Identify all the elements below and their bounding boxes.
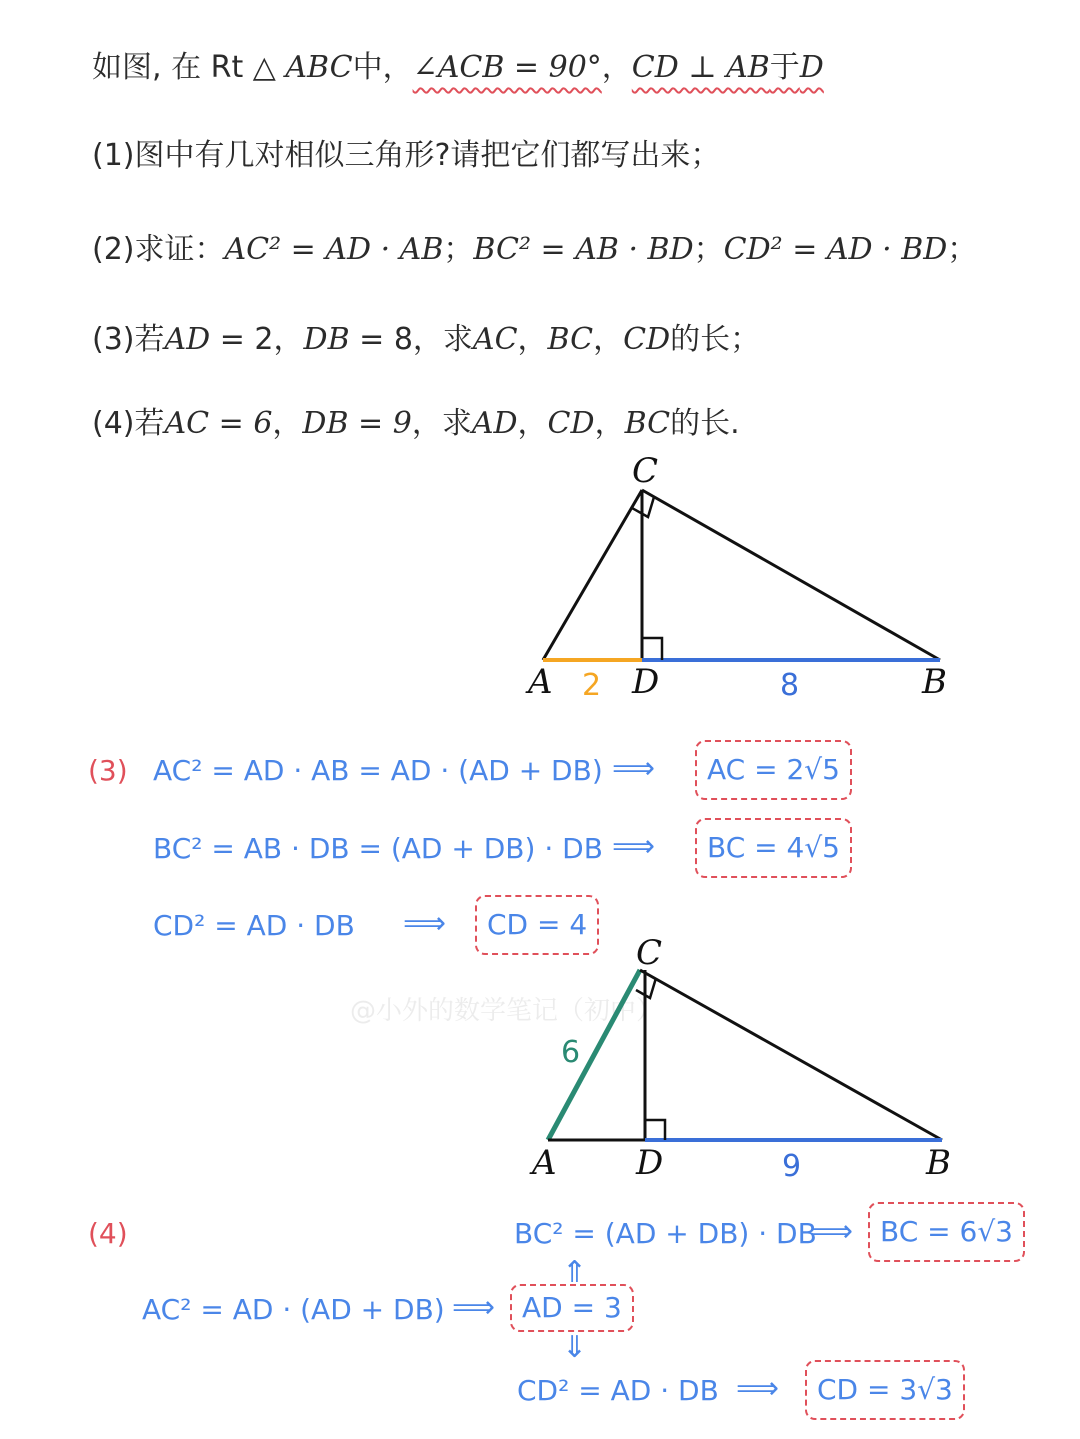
q3-ad-val: = 2， <box>210 322 304 357</box>
intro-yu: 于 <box>769 50 800 85</box>
side-cb <box>642 490 940 660</box>
question-1: (1)图中有几对相似三角形?请把它们都写出来； <box>92 138 721 173</box>
up-arrow: ⇑ <box>562 1255 588 1290</box>
q3-ad: AD <box>164 322 211 357</box>
result-bc-box-4: BC = 6√3 <box>868 1202 1025 1262</box>
intro-perp: CD ⊥ AB <box>631 50 770 85</box>
label-c-2: C <box>636 933 663 973</box>
solution-4-tag: (4) <box>88 1217 128 1250</box>
solution-4-eq-ac: AC² = AD · (AD + DB) <box>142 1293 445 1326</box>
intro-angle: ∠ACB = 90° <box>412 50 602 85</box>
q2-eq1: AC² = AD · AB <box>224 232 444 267</box>
label-d: D <box>632 662 660 702</box>
q2-prefix: (2)求证： <box>92 232 225 267</box>
solution-3-eq1: AC² = AD · AB = AD · (AD + DB) <box>153 754 603 787</box>
q4-suffix: 的长. <box>670 406 740 441</box>
implies-arrow-1: ⟹ <box>612 751 656 786</box>
length-ac-2: 6 <box>561 1035 581 1070</box>
solution-4-eq-bc: BC² = (AD + DB) · DB <box>514 1217 817 1250</box>
implies-arrow-2: ⟹ <box>612 829 656 864</box>
implies-arrow-ad: ⟹ <box>452 1290 496 1325</box>
implies-arrow-bc: ⟹ <box>810 1214 854 1249</box>
q4-cd: CD <box>547 406 595 441</box>
label-a-2: A <box>532 1143 557 1183</box>
label-b-2: B <box>926 1143 951 1183</box>
result-cd-box-4: CD = 3√3 <box>805 1360 965 1420</box>
q4-ac: AC = 6 <box>164 406 273 441</box>
q3-bc: BC <box>547 322 594 357</box>
q3-sep2: ， <box>593 322 624 357</box>
right-angle-d-2 <box>645 1120 665 1140</box>
solution-4-eq-cd: CD² = AD · DB <box>517 1374 719 1407</box>
length-ad: 2 <box>582 668 602 703</box>
q2-sep3: ； <box>947 232 978 267</box>
q3-cd: CD <box>623 322 671 357</box>
label-c: C <box>632 451 659 491</box>
q4-ask: ，求 <box>411 406 472 441</box>
right-angle-d <box>642 638 662 660</box>
intro-d: D <box>799 50 824 85</box>
q3-db: DB <box>303 322 350 357</box>
q4-sep3: ， <box>594 406 625 441</box>
q3-sep1: ， <box>517 322 548 357</box>
q3-db-val: = 8，求 <box>349 322 473 357</box>
result-ac-box: AC = 2√5 <box>695 740 852 800</box>
side-cb-2 <box>640 970 942 1140</box>
watermark: @小外的数学笔记（初中） <box>350 996 663 1026</box>
q4-bc: BC <box>624 406 671 441</box>
q4-ad: AD <box>471 406 518 441</box>
solution-3-eq2: BC² = AB · DB = (AD + DB) · DB <box>153 832 603 865</box>
side-ac <box>543 490 642 660</box>
q2-sep1: ； <box>443 232 474 267</box>
label-a: A <box>528 662 553 702</box>
solution-3-eq3: CD² = AD · DB <box>153 909 355 942</box>
intro-sep: ， <box>601 50 632 85</box>
q4-db: DB = 9 <box>302 406 412 441</box>
label-d-2: D <box>636 1143 664 1183</box>
q2-eq3: CD² = AD · BD <box>723 232 948 267</box>
solution-3-tag: (3) <box>88 754 128 787</box>
intro-text: 如图, 在 Rt △ <box>92 50 286 85</box>
label-b: B <box>922 662 947 702</box>
triangle-figure-2 <box>0 930 1080 1190</box>
q4-sep2: ， <box>517 406 548 441</box>
length-db-2: 9 <box>782 1149 802 1184</box>
result-ad-box: AD = 3 <box>510 1284 634 1332</box>
intro-triangle: ABC <box>285 50 353 85</box>
result-bc-box: BC = 4√5 <box>695 818 852 878</box>
q2-eq2: BC² = AB · BD <box>473 232 694 267</box>
q4-prefix: (4)若 <box>92 406 165 441</box>
down-arrow: ⇓ <box>562 1330 588 1365</box>
q2-sep2: ； <box>693 232 724 267</box>
length-db: 8 <box>780 668 800 703</box>
q3-ac: AC <box>472 322 518 357</box>
q3-suffix: 的长； <box>670 322 761 357</box>
intro-text-2: 中， <box>352 50 413 85</box>
q3-prefix: (3)若 <box>92 322 165 357</box>
implies-arrow-cd: ⟹ <box>736 1371 780 1406</box>
q4-sep1: ， <box>272 406 303 441</box>
result-cd-box: CD = 4 <box>475 895 599 955</box>
implies-arrow-3: ⟹ <box>403 906 447 941</box>
